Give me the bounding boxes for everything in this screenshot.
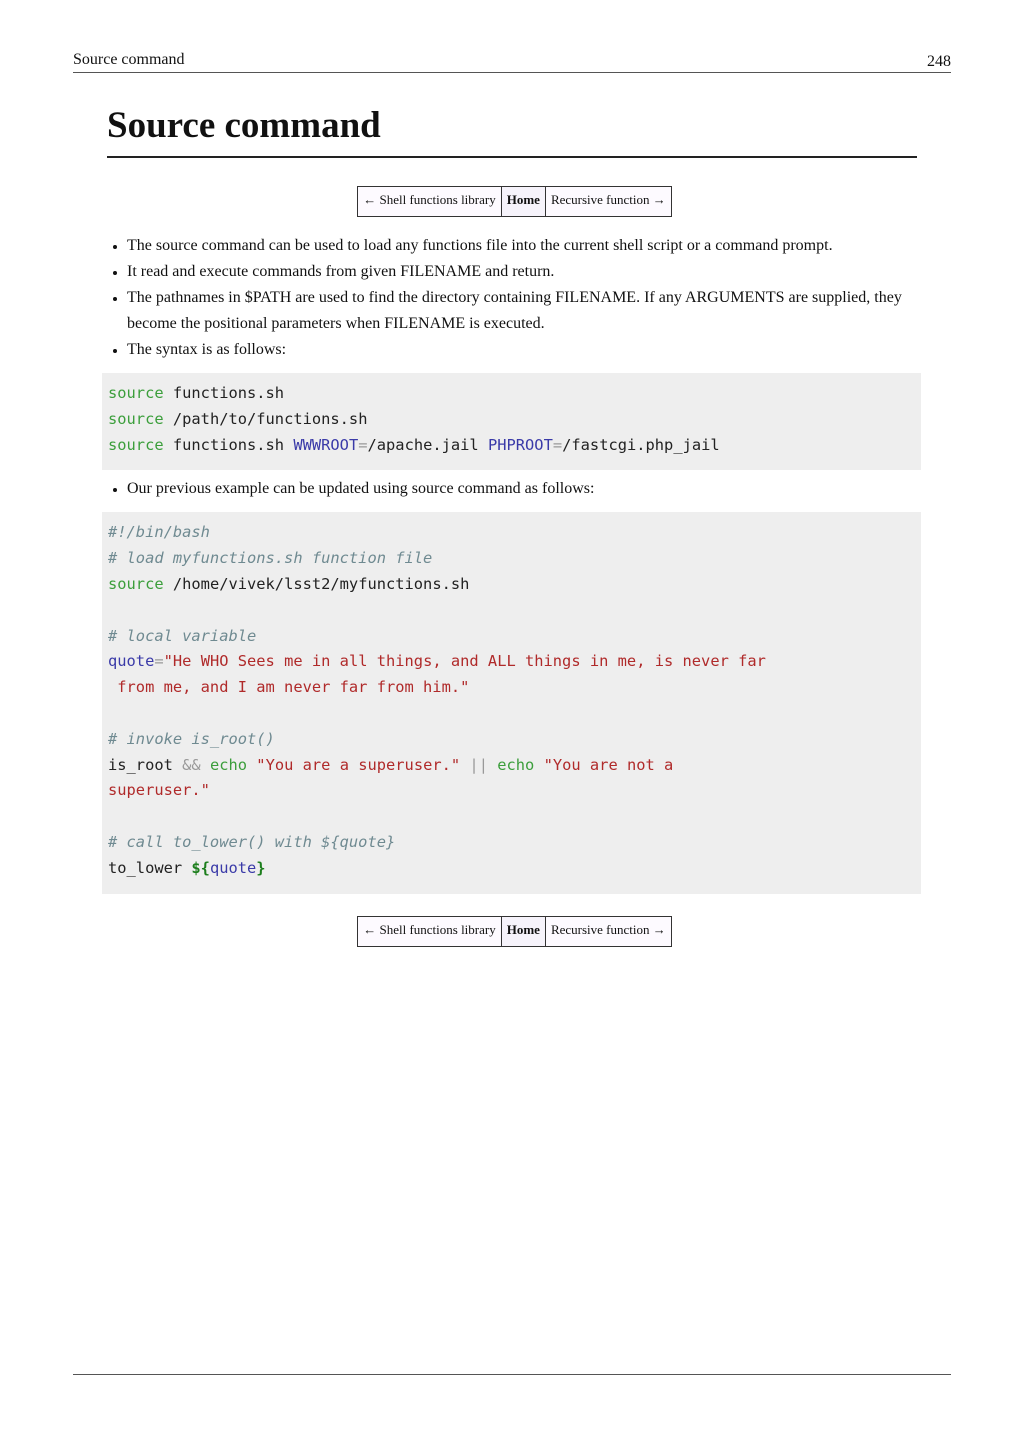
code-text: /apache.jail [367,435,488,454]
code-variable: quote [108,652,155,671]
code-string: superuser." [108,781,210,800]
page-number: 248 [927,53,951,70]
code-text: /path/to/functions.sh [163,409,368,428]
nav-home-link[interactable]: Home [501,187,545,217]
code-comment: # local variable [108,626,257,645]
code-keyword: source [108,574,164,593]
footer-rule [73,1374,951,1375]
code-comment: # load myfunctions.sh function file [108,549,433,568]
code-comment: #!/bin/bash [108,523,210,542]
navigation-box-bottom [357,916,672,947]
nav-prev-link[interactable]: ← Shell functions library [358,187,502,217]
code-block-example [102,512,921,893]
code-text: /home/vivek/lsst2/myfunctions.sh [163,574,470,593]
code-operator: || [460,755,498,774]
code-text: functions.sh [163,435,294,454]
code-variable: quote [209,858,257,877]
nav-next-link[interactable]: Recursive function → [545,916,671,946]
nav-prev-link[interactable]: ← Shell functions library [358,916,502,946]
nav-home-link[interactable]: Home [501,916,545,946]
code-operator: && [182,755,201,774]
code-comment: # invoke is_root() [108,729,275,748]
code-variable: PHPROOT [487,435,553,454]
code-keyword: source [108,384,164,402]
list-item: • The pathnames in $PATH are used to find the directory containing FILENAME. If any ARGUMENTS are supplied, they become the positional parameters when FILENAME is executed. [127,285,922,337]
page-content [107,100,922,947]
nav-next-link[interactable]: Recursive function → [545,187,671,217]
code-operator: = [358,435,368,454]
code-comment: # call to_lower() with ${quote} [108,832,396,851]
code-operator: } [256,858,266,877]
bullet-list [107,233,922,363]
navigation-box-top [357,186,672,217]
code-text: to_lower [108,858,192,877]
bullet-list-2 [107,476,922,502]
code-text: /fastcgi.php_jail [562,435,720,454]
code-string: "You are a superuser." [256,755,461,774]
code-operator: ${ [191,858,210,877]
running-header-title: Source command [73,51,185,68]
code-operator: = [154,652,164,671]
code-text: is_root [108,755,183,774]
code-string: from me, and I am never far from him." [108,678,470,697]
code-string: "You are not a [543,755,674,774]
code-block-syntax [102,373,921,470]
list-item: • The source command can be used to load any functions file into the current shell script or a command prompt. [127,233,922,259]
code-text: functions.sh [163,384,285,402]
code-keyword: source [108,435,164,454]
code-keyword: source [108,409,164,428]
code-operator: = [552,435,563,454]
code-keyword: echo [497,755,544,774]
code-keyword: echo [200,755,257,774]
code-variable: WWWROOT [293,435,359,454]
list-item: • The syntax is as follows: [127,337,922,363]
list-item: • It read and execute commands from given FILENAME and return. [127,259,922,285]
running-header [73,50,951,73]
code-string: "He WHO Sees me in all things, and ALL things in me, is never far [163,652,766,671]
list-item: • Our previous example can be updated using source command as follows: [127,476,922,502]
page-title: Source command [107,100,917,158]
